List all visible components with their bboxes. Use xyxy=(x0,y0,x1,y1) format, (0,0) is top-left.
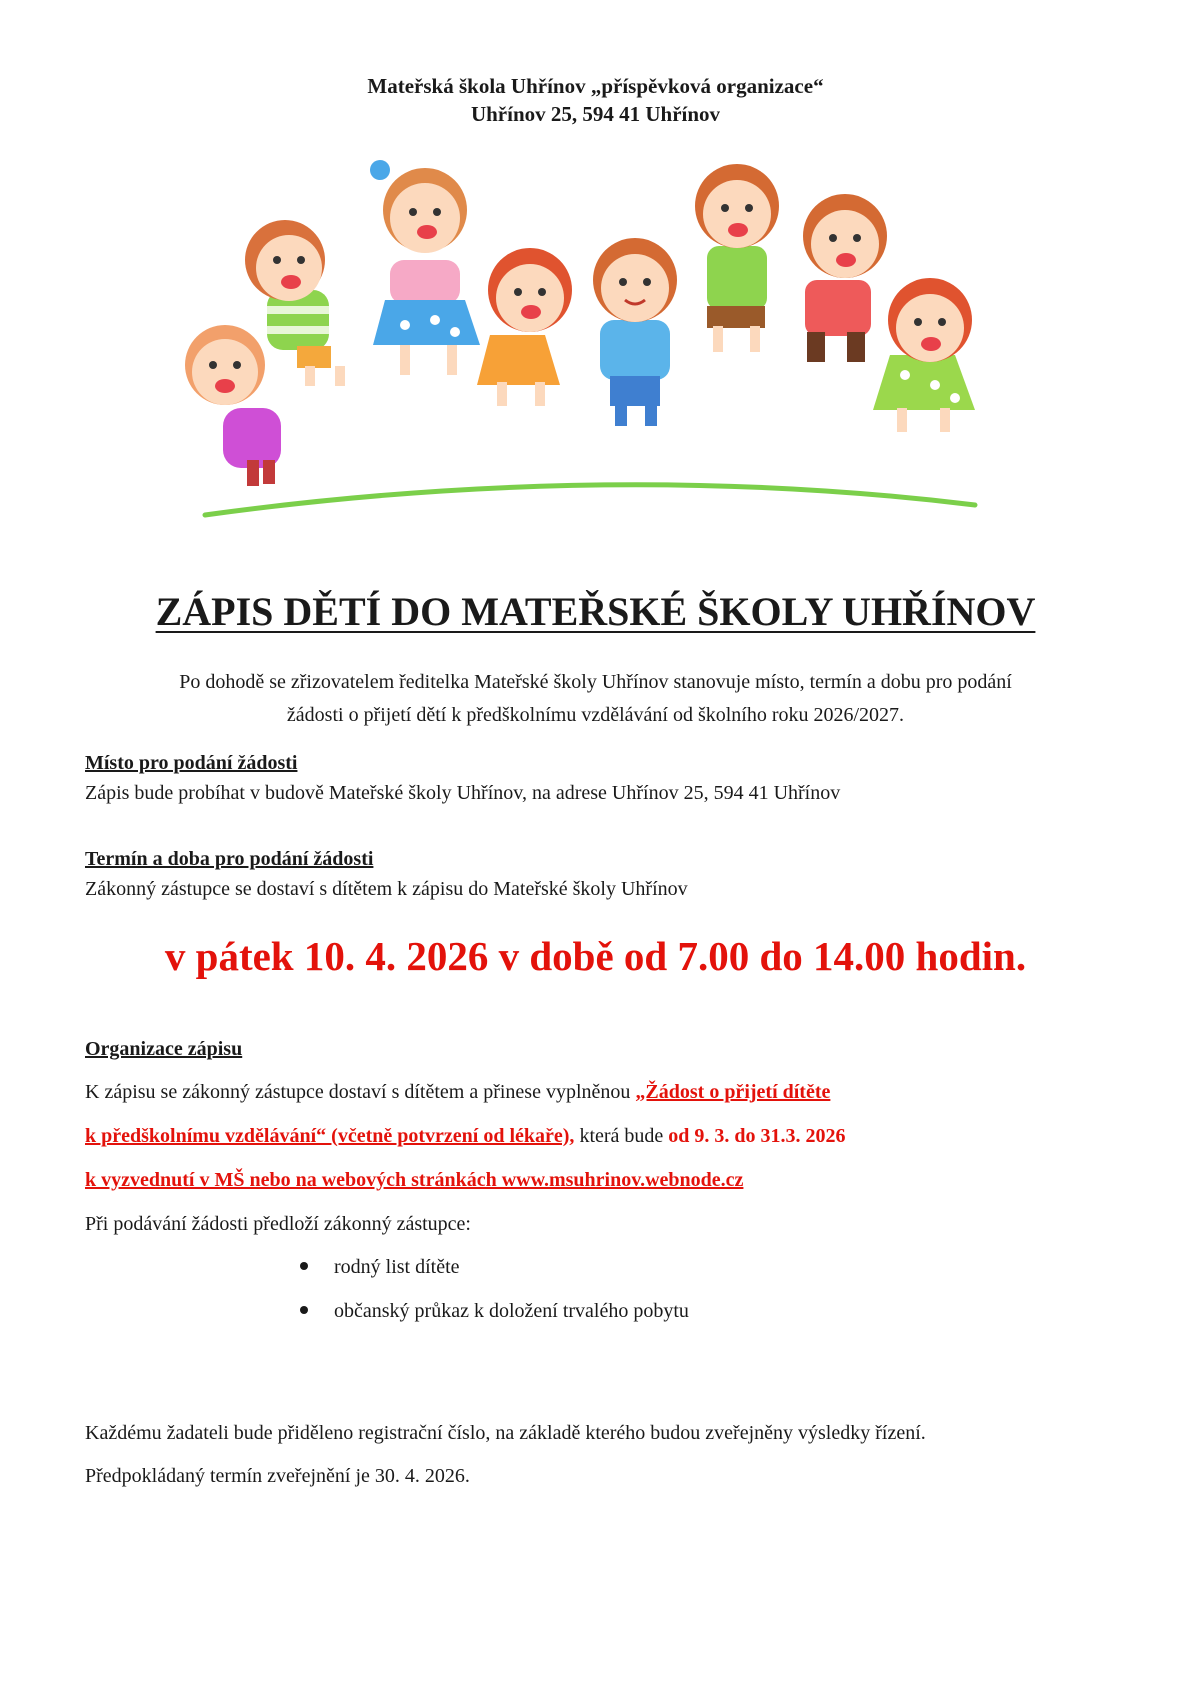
footer-line-1: Každému žadateli bude přiděleno registrační číslo, na základě kterého budou zveřejněny výsledky řízení. xyxy=(85,1422,926,1444)
organization-line-1-text: K zápisu se zákonný zástupce dostaví s dítětem a přinese vyplněnou xyxy=(85,1081,636,1103)
organization-line-2-text: která bude xyxy=(574,1125,669,1147)
school-address: Uhřínov 25, 594 41 Uhřínov xyxy=(470,102,721,126)
page-title: ZÁPIS DĚTÍ DO MATEŘSKÉ ŠKOLY UHŘÍNOV xyxy=(155,589,1036,634)
application-form-link-cont[interactable]: k předškolnímu vzdělávání“ (včetně potvrzení od lékaře), xyxy=(85,1125,575,1147)
term-section xyxy=(85,844,688,904)
list-item-text: občanský průkaz k doložení trvalého pobytu xyxy=(334,1300,689,1322)
jumping-children-illustration xyxy=(185,160,1065,530)
organization-heading: Organizace zápisu xyxy=(85,1038,243,1060)
bullet-icon xyxy=(300,1262,308,1270)
place-section xyxy=(85,748,840,808)
term-heading: Termín a doba pro podání žádosti xyxy=(85,848,374,870)
intro-paragraph xyxy=(0,666,1191,732)
organization-line-4: Při podávání žádosti předloží zákonný zástupce: xyxy=(85,1213,471,1235)
organization-line-2 xyxy=(85,1121,846,1151)
application-form-link[interactable]: „Žádost o přijetí dítěte xyxy=(635,1081,831,1103)
list-item-text: rodný list dítěte xyxy=(334,1256,460,1278)
place-heading: Místo pro podání žádosti xyxy=(85,752,298,774)
intro-line-1: Po dohodě se zřizovatelem ředitelka Mateřské školy Uhřínov stanovuje místo, termín a dobu pro podání xyxy=(179,671,1012,693)
organization-line-3 xyxy=(85,1165,743,1195)
intro-line-2: žádosti o přijetí dětí k předškolnímu vzdělávání od školního roku 2026/2027. xyxy=(286,704,905,726)
place-text: Zápis bude probíhat v budově Mateřské školy Uhřínov, na adrese Uhřínov 25, 594 41 Uhřínov xyxy=(85,782,841,804)
website-link[interactable]: k vyzvednutí v MŠ nebo na webových stránkách www.msuhrinov.webnode.cz xyxy=(85,1169,744,1191)
list-item xyxy=(300,1296,689,1326)
footer-line-2: Předpokládaný termín zveřejnění je 30. 4. 2026. xyxy=(85,1465,470,1487)
availability-dates: od 9. 3. do 31.3. 2026 xyxy=(668,1125,846,1147)
list-item xyxy=(300,1252,460,1282)
school-name: Mateřská škola Uhřínov „příspěvková organizace“ xyxy=(367,74,824,98)
term-text: Zákonný zástupce se dostaví s dítětem k zápisu do Mateřské školy Uhřínov xyxy=(85,878,688,900)
date-highlight: v pátek 10. 4. 2026 v době od 7.00 do 14.00 hodin. xyxy=(164,933,1027,979)
bullet-icon xyxy=(300,1306,308,1314)
organization-line-1 xyxy=(85,1077,830,1107)
